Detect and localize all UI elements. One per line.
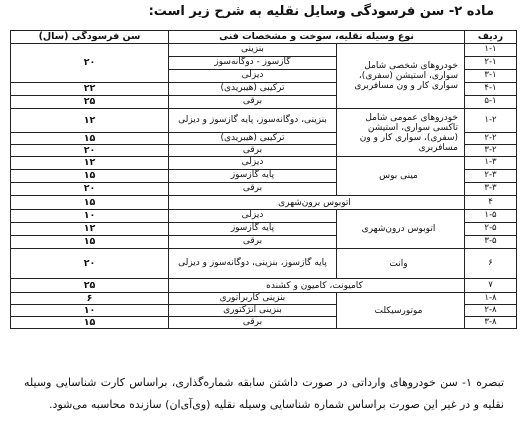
row-number: ۷ xyxy=(465,279,517,293)
fuel-cell: بنزینی کاربراتوری xyxy=(169,293,337,305)
age-cell: ۱۲ xyxy=(11,109,169,133)
row-number: ۶ xyxy=(465,249,517,279)
row-number: ۲-۳ xyxy=(465,170,517,183)
row-number: ۱-۳ xyxy=(465,157,517,170)
fuel-cell: بنزینی، دوگانه‌سوز، پایه گازسوز و دیزلی xyxy=(169,109,337,133)
fuel-cell: دیزلی xyxy=(169,70,337,83)
fuel-cell: برقی xyxy=(169,145,337,157)
table-row xyxy=(11,210,517,223)
table-row xyxy=(11,157,517,170)
fuel-cell: دیزلی xyxy=(169,157,337,170)
row-number: ۳-۲ xyxy=(465,145,517,157)
article-heading: ماده ۲- سن فرسودگی وسایل نقلیه به شرح زیر است: xyxy=(148,4,494,19)
header-row-number: ردیف xyxy=(465,31,517,44)
row-number: ۱-۸ xyxy=(465,293,517,305)
row-number: ۳-۱ xyxy=(465,70,517,83)
age-cell: ۶ xyxy=(11,293,169,305)
row-number: ۳-۳ xyxy=(465,183,517,196)
fuel-cell: پایه گازسوز xyxy=(169,223,337,236)
row-number: ۳-۵ xyxy=(465,236,517,249)
row-number: ۴ xyxy=(465,196,517,210)
fuel-cell: بنزینی انژکتوری xyxy=(169,305,337,317)
fuel-cell: پایه گازسوز xyxy=(169,170,337,183)
fuel-cell: برقی xyxy=(169,236,337,249)
vehicle-type-cell: اتوبوس درون‌شهری xyxy=(337,210,465,249)
obsolescence-table xyxy=(10,30,517,329)
age-cell: ۱۲ xyxy=(11,223,169,236)
age-cell: ۲۵ xyxy=(11,96,169,109)
row-number: ۱-۲ xyxy=(465,109,517,133)
age-cell: ۲۰ xyxy=(11,145,169,157)
table-row xyxy=(11,196,517,210)
vehicle-type-cell: خودروهای شخصی شامل سواری، استیشن (سفری)، سواری کار و ون مسافربری xyxy=(337,44,465,109)
vehicle-type-cell: موتورسیکلت xyxy=(337,293,465,329)
age-cell: ۲۰ xyxy=(11,44,169,83)
row-number: ۲-۸ xyxy=(465,305,517,317)
note-paragraph: تبصره ۱- سن خودروهای وارداتی در صورت داشتن سابقه شماره‌گذاری، براساس کارت شناسایی وسیله نقلیه و در غیر این صورت براساس شماره شناسایی وسیله نقلیه (وی‌آی‌ان) سازنده محاسبه می‌شود. xyxy=(24,376,504,411)
header-vehicle-type: نوع وسیله نقلیه، سوخت و مشخصات فنی xyxy=(169,31,465,44)
fuel-cell: ترکیبی (هیبریدی) xyxy=(169,83,337,96)
fuel-cell: پایه گازسوز، بنزینی، دوگانه‌سوز و دیزلی xyxy=(169,249,337,279)
age-cell: ۲۵ xyxy=(11,279,169,293)
age-cell: ۱۵ xyxy=(11,196,169,210)
age-cell: ۱۵ xyxy=(11,133,169,145)
table-row xyxy=(11,279,517,293)
fuel-cell: برقی xyxy=(169,317,337,329)
fuel-cell: برقی xyxy=(169,96,337,109)
table-row xyxy=(11,109,517,133)
vehicle-type-cell: مینی بوس xyxy=(337,157,465,196)
age-cell: ۲۲ xyxy=(11,83,169,96)
table-row xyxy=(11,44,517,57)
table-row xyxy=(11,293,517,305)
table-row xyxy=(11,249,517,279)
row-number: ۱-۱ xyxy=(465,44,517,57)
header-obsolescence-age: سن فرسودگی (سال) xyxy=(11,31,169,44)
vehicle-type-cell: وانت xyxy=(337,249,465,279)
row-number: ۳-۸ xyxy=(465,317,517,329)
row-number: ۴-۱ xyxy=(465,83,517,96)
vehicle-type-cell: خودروهای عمومی شامل تاکسی سواری، استیشن (سفری)، سواری کار و ون مسافربری xyxy=(337,109,465,157)
fuel-cell: برقی xyxy=(169,183,337,196)
age-cell: ۱۰ xyxy=(11,210,169,223)
row-number: ۵-۱ xyxy=(465,96,517,109)
fuel-cell: بنزینی xyxy=(169,44,337,57)
fuel-cell: ترکیبی (هیبریدی) xyxy=(169,133,337,145)
row-number: ۲-۲ xyxy=(465,133,517,145)
fuel-cell: گازسوز - دوگانه‌سوز xyxy=(169,57,337,70)
age-cell: ۱۵ xyxy=(11,236,169,249)
row-number: ۲-۵ xyxy=(465,223,517,236)
row-number: ۲-۱ xyxy=(465,57,517,70)
vehicle-type-cell: کامیونت، کامیون و کشنده xyxy=(169,279,465,293)
age-cell: ۱۵ xyxy=(11,170,169,183)
age-cell: ۱۲ xyxy=(11,157,169,170)
age-cell: ۲۰ xyxy=(11,249,169,279)
vehicle-type-cell: اتوبوس برون‌شهری xyxy=(169,196,465,210)
age-cell: ۲۰ xyxy=(11,183,169,196)
age-cell: ۱۵ xyxy=(11,317,169,329)
row-number: ۱-۵ xyxy=(465,210,517,223)
table-header-row xyxy=(11,31,517,44)
age-cell: ۱۰ xyxy=(11,305,169,317)
fuel-cell: دیزلی xyxy=(169,210,337,223)
